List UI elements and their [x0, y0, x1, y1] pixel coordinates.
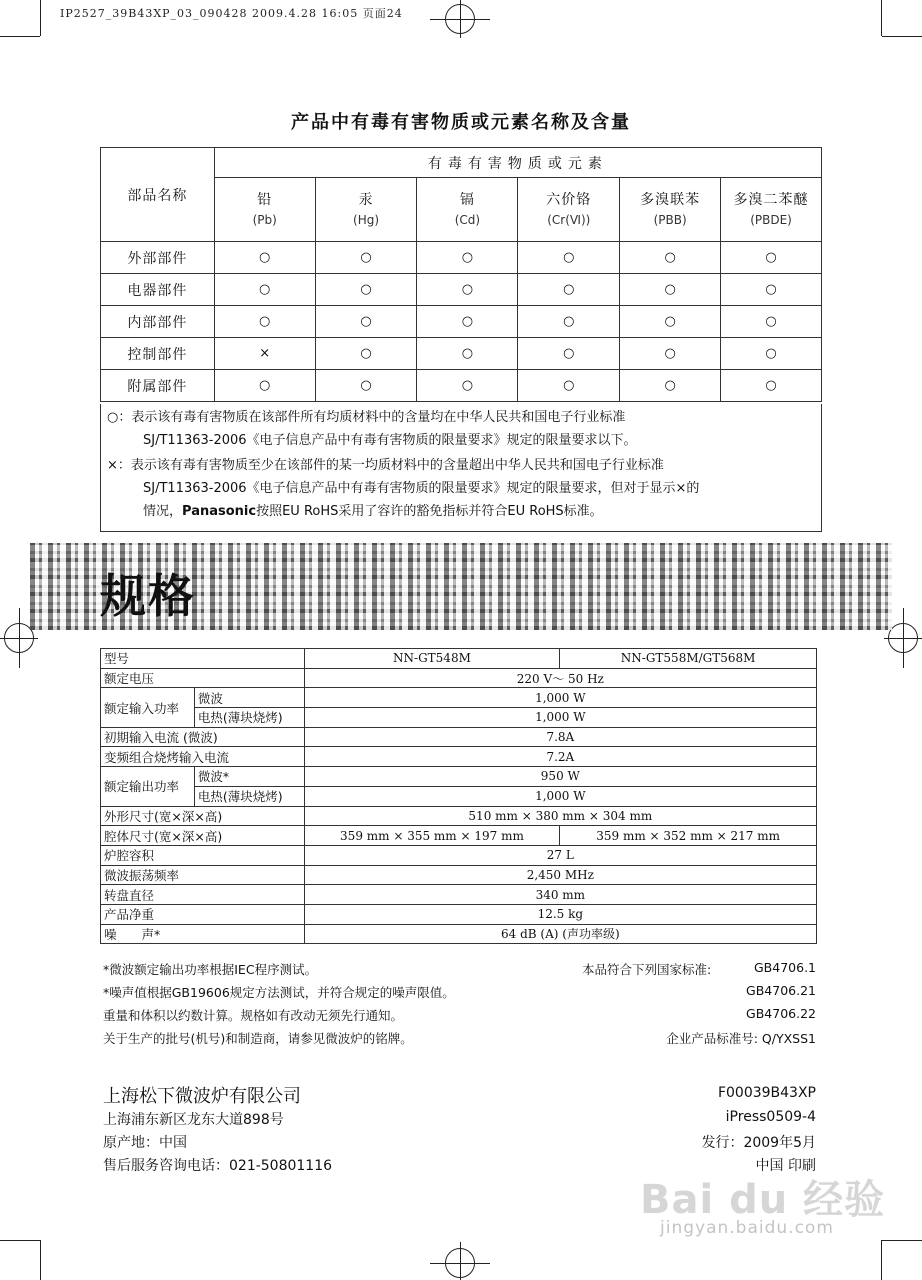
note-text: SJ/T11363-2006《电子信息产品中有毒有害物质的限量要求》规定的限量要求以下。	[143, 433, 637, 448]
standards-label: 本品符合下列国家标准:	[582, 962, 712, 977]
hazard-notes	[100, 404, 822, 532]
company-address: 上海浦东新区龙东大道898号	[103, 1112, 284, 1128]
spec-value: 12.5 kg	[304, 904, 816, 924]
issue-date: 发行：2009年5月	[701, 1135, 816, 1151]
brand-name: Panasonic	[182, 504, 257, 519]
cell: ○	[620, 338, 721, 370]
crop-mark	[881, 0, 882, 36]
cell: ○	[315, 370, 417, 402]
cell: ○	[417, 242, 518, 274]
crop-mark	[882, 36, 922, 37]
spec-value: 7.8A	[304, 727, 816, 747]
part-name: 电器部件	[101, 274, 215, 306]
cell: ○	[417, 338, 518, 370]
table-row	[101, 338, 822, 370]
column-symbol: (PBDE)	[750, 212, 792, 227]
cell: ○	[721, 274, 822, 306]
table-row	[101, 242, 822, 274]
standard-code: GB4706.1	[754, 960, 816, 975]
cell: ○	[315, 242, 417, 274]
cell: ○	[315, 338, 417, 370]
origin: 原产地：中国	[103, 1135, 187, 1151]
spec-sublabel: 电热(薄块烧烤)	[194, 786, 304, 806]
table-row	[101, 767, 817, 787]
cell: ○	[721, 242, 822, 274]
spec-value: 2,450 MHz	[304, 865, 816, 885]
table-row	[101, 806, 817, 826]
cell: ○	[620, 242, 721, 274]
table-row	[101, 370, 822, 402]
cell: ○	[214, 370, 315, 402]
cell: ○	[417, 306, 518, 338]
column-name: 多溴联苯	[640, 191, 701, 208]
note-text: 情况，	[143, 504, 183, 519]
printed-in: 中国 印刷	[755, 1158, 816, 1174]
table-row	[101, 688, 817, 708]
print-header: IP2527_39B43XP_03_090428 2009.4.28 16:05 页面24	[60, 7, 403, 20]
spec-sublabel: 微波*	[194, 767, 304, 787]
cell: ○	[518, 306, 620, 338]
crop-mark	[882, 1240, 922, 1241]
enterprise-standard: 企业产品标准号: Q/YXSS1	[666, 1031, 816, 1046]
cell: ○	[620, 370, 721, 402]
spec-value: 1,000 W	[304, 688, 816, 708]
spec-label: 噪 声*	[101, 924, 305, 944]
spec-value: 950 W	[304, 767, 816, 787]
spec-label: 变频组合烧烤输入电流	[101, 747, 305, 767]
spec-label: 转盘直径	[101, 885, 305, 905]
crop-mark	[19, 608, 20, 668]
cell: ○	[721, 306, 822, 338]
cell: ○	[620, 274, 721, 306]
spec-label: 微波振荡频率	[101, 865, 305, 885]
print-code: iPress0509-4	[725, 1109, 816, 1125]
footnote: 重量和体积以约数计算。规格如有改动无须先行通知。	[103, 1008, 404, 1023]
table-row	[101, 885, 817, 905]
spec-label: 额定电压	[101, 668, 305, 688]
crop-mark	[40, 0, 41, 36]
part-name: 内部部件	[101, 306, 215, 338]
cell: ○	[518, 242, 620, 274]
crop-mark	[881, 1240, 882, 1280]
column-symbol: (PBB)	[653, 212, 687, 227]
table-row	[101, 649, 817, 669]
spec-value: 359 mm × 355 mm × 197 mm	[304, 826, 560, 846]
spec-value: 220 V～ 50 Hz	[304, 668, 816, 688]
footnote: *微波额定输出功率根据IEC程序测试。	[103, 962, 318, 977]
spec-value: 340 mm	[304, 885, 816, 905]
spec-sublabel: 微波	[194, 688, 304, 708]
cell: ○	[315, 306, 417, 338]
cell: ○	[417, 370, 518, 402]
spec-label: 外形尺寸(宽×深×高)	[101, 806, 305, 826]
cell: ○	[518, 274, 620, 306]
column-name: 六价铬	[546, 191, 592, 208]
column-header-hg	[315, 178, 417, 242]
note-circle-line	[107, 406, 815, 429]
spec-value: 510 mm × 380 mm × 304 mm	[304, 806, 816, 826]
crop-mark	[430, 1263, 490, 1264]
service-phone: 售后服务咨询电话：021-50801116	[103, 1158, 333, 1174]
column-symbol: (Cd)	[454, 212, 481, 227]
section-title: 规格	[100, 569, 196, 623]
spec-label: 额定输出功率	[101, 767, 195, 806]
table-row	[101, 904, 817, 924]
column-name: 镉	[459, 191, 475, 208]
spec-label: 初期输入电流 (微波)	[101, 727, 305, 747]
part-name: 控制部件	[101, 338, 215, 370]
table-row	[101, 668, 817, 688]
table-row	[101, 826, 817, 846]
column-header-pbb	[620, 178, 721, 242]
cell: ○	[518, 370, 620, 402]
table-row	[101, 747, 817, 767]
crop-mark	[40, 1240, 41, 1280]
footnote: *噪声值根据GB19606规定方法测试，并符合规定的噪声限值。	[103, 985, 455, 1000]
column-symbol: (Pb)	[252, 212, 277, 227]
spec-sublabel: 电热(薄块烧烤)	[194, 708, 304, 728]
part-name-header: 部品名称	[101, 148, 215, 242]
company-name: 上海松下微波炉有限公司	[103, 1086, 301, 1107]
spec-label: 炉腔容积	[101, 845, 305, 865]
spec-value: NN-GT548M	[304, 649, 560, 669]
spec-table	[100, 648, 817, 944]
part-name: 外部部件	[101, 242, 215, 274]
table-row	[101, 274, 822, 306]
cell: ○	[315, 274, 417, 306]
watermark-url: jingyan.baidu.com	[660, 1218, 834, 1238]
spec-value: 64 dB (A) (声功率级)	[304, 924, 816, 944]
circle-mark-icon: ○	[107, 410, 119, 425]
hazard-title: 产品中有毒有害物质或元素名称及含量	[291, 112, 631, 133]
column-symbol: (Hg)	[353, 212, 380, 227]
spec-label: 产品净重	[101, 904, 305, 924]
note-text: SJ/T11363-2006《电子信息产品中有毒有害物质的限量要求》规定的限量要求，但对于显示×的	[143, 481, 700, 496]
standard-code: GB4706.21	[746, 983, 816, 998]
column-name: 多溴二苯醚	[733, 191, 809, 208]
footnote: 关于生产的批号(机号)和制造商，请参见微波炉的铭牌。	[103, 1031, 413, 1046]
table-row	[101, 786, 817, 806]
cross-mark-icon: ×	[107, 458, 118, 473]
spec-value: 7.2A	[304, 747, 816, 767]
column-name: 铅	[257, 191, 273, 208]
spec-value: NN-GT558M/GT568M	[560, 649, 817, 669]
cell: ○	[518, 338, 620, 370]
column-header-pb	[214, 178, 315, 242]
part-name: 附属部件	[101, 370, 215, 402]
hazard-table	[100, 147, 822, 402]
cell: ○	[214, 306, 315, 338]
column-header-cd	[417, 178, 518, 242]
crop-mark	[430, 19, 490, 20]
spec-value: 359 mm × 352 mm × 217 mm	[560, 826, 817, 846]
note-text-line	[143, 500, 815, 523]
table-row	[101, 924, 817, 944]
note-text: ：表示该有毒有害物质至少在该部件的某一均质材料中的含量超出中华人民共和国电子行业标准	[117, 458, 664, 473]
cell: ○	[214, 242, 315, 274]
spec-label: 额定输入功率	[101, 688, 195, 727]
table-row	[101, 727, 817, 747]
spec-label: 型号	[101, 649, 305, 669]
column-header-pbde	[721, 178, 822, 242]
table-row	[101, 708, 817, 728]
crop-mark	[903, 608, 904, 668]
standard-code: GB4706.22	[746, 1006, 816, 1021]
cell: ○	[214, 274, 315, 306]
spec-value: 1,000 W	[304, 708, 816, 728]
substance-group-header: 有毒有害物质或元素	[214, 148, 821, 178]
column-symbol: (Cr(Ⅵ))	[547, 212, 591, 227]
spec-label: 腔体尺寸(宽×深×高)	[101, 826, 305, 846]
document-code: F00039B43XP	[717, 1085, 816, 1101]
column-header-cr	[518, 178, 620, 242]
cell: ○	[721, 370, 822, 402]
cell: ○	[721, 338, 822, 370]
cell: ×	[214, 338, 315, 370]
spec-value: 1,000 W	[304, 786, 816, 806]
cell: ○	[417, 274, 518, 306]
note-text: ：表示该有毒有害物质在该部件所有均质材料中的含量均在中华人民共和国电子行业标准	[118, 410, 626, 425]
spec-value: 27 L	[304, 845, 816, 865]
cell: ○	[620, 306, 721, 338]
crop-mark	[0, 1240, 40, 1241]
table-row	[101, 845, 817, 865]
column-name: 汞	[358, 191, 374, 208]
note-cross-line	[107, 454, 815, 477]
watermark-logo: Bai du 经验	[640, 1177, 886, 1223]
note-text: 按照EU RoHS采用了容许的豁免指标并符合EU RoHS标准。	[256, 504, 603, 519]
crop-mark	[0, 36, 40, 37]
table-row	[101, 865, 817, 885]
table-row	[101, 306, 822, 338]
